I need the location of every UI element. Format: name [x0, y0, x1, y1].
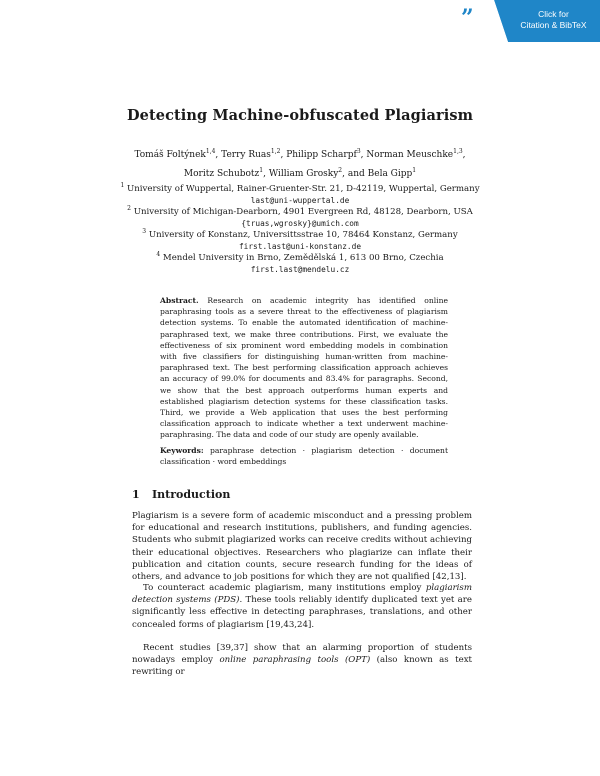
keywords — [160, 445, 448, 467]
email: last@uni-wuppertal.de — [250, 195, 350, 205]
paper-title: Detecting Machine-obfuscated Plagiarism — [126, 107, 474, 124]
section-heading: 1 Introduction — [132, 488, 231, 501]
author: Moritz Schubotz$^1$ — [183, 167, 264, 179]
affiliation-1: $^1$ University of Wuppertal, Rainer-Gruenter-Str. 21, D-42119, Wuppertal, Germany last@uni-wuppertal.de — [120, 182, 480, 205]
email: {truas,wgrosky}@umich.com — [241, 218, 359, 228]
citation-label-line2: Citation & BibTeX — [520, 20, 587, 30]
email: first.last@mendelu.cz — [250, 264, 350, 274]
author: Norman Meuschke$^{1,3}$ — [366, 148, 463, 160]
citation-bibtex-button[interactable] — [450, 0, 600, 42]
citation-label-line1: Click for — [538, 9, 569, 19]
keywords-text: paraphrase detection · plagiarism detection · document classification · word embeddings — [160, 446, 448, 467]
author: William Grosky$^2$ — [268, 167, 343, 179]
paragraph: Recent studies [39,37] show that an alarming proportion of students nowadays employ online paraphrasing tools (OPT) (also known as text rewriting or — [132, 643, 472, 678]
email: first.last@uni-konstanz.de — [238, 241, 362, 251]
emphasis: plagiarism detection systems (PDS) — [132, 583, 472, 606]
citation-label — [507, 9, 600, 31]
affiliation-4: $^4$ Mendel University in Brno, Zemědělská 1, 613 00 Brno, Czechia first.last@mendelu.cz — [156, 251, 444, 274]
author: Philipp Scharpf$^3$ — [286, 148, 361, 160]
abstract-text: Research on academic integrity has identified online paraphrasing tools as a severe threat to the effectiveness of plagiarism detection systems. To enable the automated identification of machine-paraphrased text, we make three contributions. First, we evaluate the effectiveness of six prominent word embedding models in combination with five classifiers for distinguishing human-written from machine-paraphrased text. The best performing classification approach achieves an accuracy of 99.0% for documents and 83.4% for paragraphs. Second, we show that the best approach outperforms human experts and established plagiarism detection systems for these classification tasks. Third, we provide a Web application that uses the best performing classification approach to indicate whether a text underwent machine-paraphrasing. The data and code of our study are openly available. — [160, 296, 448, 440]
affiliation-2: $^2$ University of Michigan-Dearborn, 4901 Evergreen Rd, 48128, Dearborn, USA {truas,wgrosky}@umich.com — [127, 205, 473, 228]
affiliation-3: $^3$ University of Konstanz, Universittsstrae 10, 78464 Konstanz, Germany first.last@uni-konstanz.de — [142, 228, 458, 251]
abstract — [160, 295, 448, 441]
paragraph: To counteract academic plagiarism, many institutions employ plagiarism detection systems (PDS). These tools reliably identify duplicated text yet are significantly less effective in detecting paraphrases, translations, and other concealed forms of plagiarism [19,43,24]. — [132, 583, 472, 630]
keywords-label: Keywords: — [160, 446, 204, 455]
author-list: Tomáš Foltýnek$^{1,4}$, Terry Ruas$^{1,2}$, Philipp Scharpf$^3$, Norman Meuschke$^{1,3}$, Moritz Schubotz$^1$, William Grosky$^2$, and Bela Gipp$^1$ — [134, 148, 466, 179]
author: Bela Gipp$^1$ — [367, 167, 417, 179]
paragraph: Plagiarism is a severe form of academic misconduct and a pressing problem for educational and research institutions, publishers, and funding agencies. Students who submit plagiarized works can receive credits without achieving their educational objectives. Researchers who plagiarize can inflate their publication and citation counts, secure research funding for the ideas of others, and advance to job positions for which they are not qualified [42,13]. — [132, 511, 472, 583]
author: Terry Ruas$^{1,2}$ — [221, 148, 281, 160]
emphasis: online paraphrasing tools (OPT) — [219, 655, 371, 666]
author: Tomáš Foltýnek$^{1,4}$ — [134, 148, 216, 160]
quote-icon: ” — [461, 5, 474, 31]
abstract-label: Abstract. — [160, 296, 199, 305]
